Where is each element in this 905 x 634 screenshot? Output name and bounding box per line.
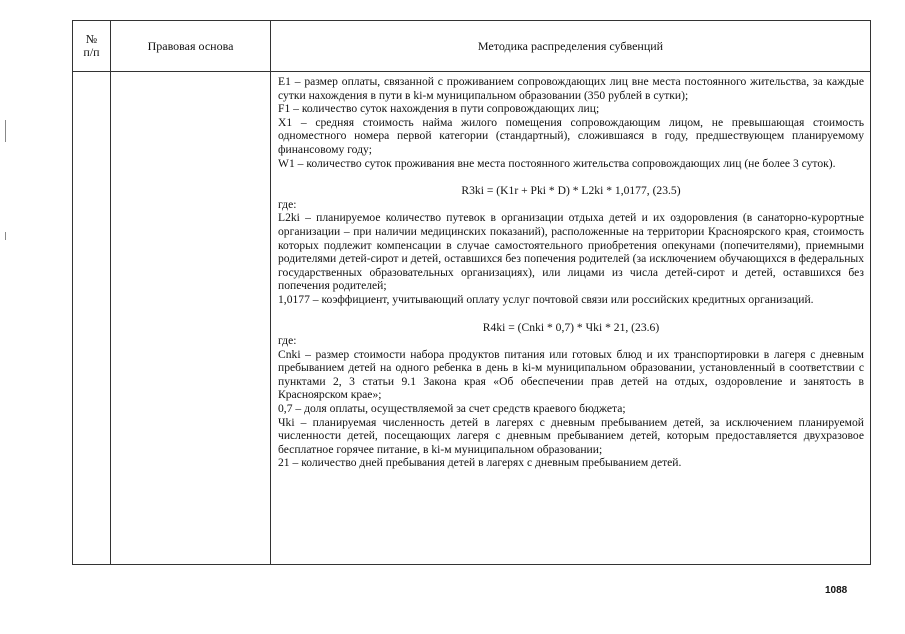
margin-mark xyxy=(5,232,6,240)
definition-e1: E1 – размер оплаты, связанной с проживанием сопровождающих лиц вне места постоянного жительства, за каждые сутки нахождения в пути в ki-м муниципальном образовании (350 рублей в сутки); xyxy=(278,75,864,102)
cell-legal-basis xyxy=(111,72,271,565)
spacer xyxy=(278,170,864,184)
definition-f1: F1 – количество суток нахождения в пути сопровождающих лиц; xyxy=(278,102,600,116)
definition-cnki: Cnki – размер стоимости набора продуктов питания или готовых блюд и их транспортировки в лагеря с дневным пребыванием детей на одного ребенка в день в ki-м муниципальном образовании, установленный в соответствии с пунктами 2, 3 статьи 9.1 Закона края «Об обеспечении прав детей на отдых, оздоровление и занятость в Красноярском крае»; xyxy=(278,347,864,402)
cell-methodology xyxy=(271,72,871,565)
spacer xyxy=(278,307,864,321)
formula-r4: R4ki = (Cnki * 0,7) * Чki * 21, (23.6) xyxy=(482,320,660,334)
header-num-symbol: № xyxy=(85,32,98,46)
definition-x1: X1 – средняя стоимость найма жилого помещения сопровождающим лицом, не превышающая стоимость одноместного номера первой категории (стандартный), сложившаяся в году, предшествующем планируемому финансовому году; xyxy=(278,115,864,156)
header-legal-basis: Правовая основа xyxy=(111,21,271,72)
where-label: где: xyxy=(278,197,297,211)
definition-share: 0,7 – доля оплаты, осуществляемой за счет средств краевого бюджета; xyxy=(278,402,626,416)
margin-mark xyxy=(5,120,6,142)
definition-coefficient: 1,0177 – коэффициент, учитывающий оплату услуг почтовой связи или российских кредитных организаций. xyxy=(278,292,814,306)
where-label: где: xyxy=(278,334,297,348)
cell-num xyxy=(73,72,111,565)
definition-chki: Чki – планируемая численность детей в лагерях с дневным пребыванием детей, за исключением планируемой численности детей, посещающих лагеря с дневным пребыванием детей, которым предоставляется двухразовое бесплатное горячее питание, в ki-м муниципальном образовании; xyxy=(278,415,864,456)
definition-l2ki: L2ki – планируемое количество путевок в организации отдыха детей и их оздоровления (в санаторно-курортные организации – при наличии медицинских показаний), расположенные на территории Красноярского края, стоимость которых подлежит компенсации в случае самостоятельного приобретения опекунами (попечителями), приемными родителями детей-сирот и детей, оставшихся без попечения родителей (за исключением обучающихся в федеральных государственных образовательных организациях), или лицами из числа детей-сирот и детей, оставшихся без попечения родителей; xyxy=(278,211,864,293)
page-number: 1088 xyxy=(825,585,848,596)
table-header-row xyxy=(73,21,871,72)
header-num xyxy=(73,21,111,72)
definition-w1: W1 – количество суток проживания вне места постоянного жительства сопровождающих лиц (не более 3 суток). xyxy=(278,156,836,170)
formula-r3: R3ki = (K1r + Pki * D) * L2ki * 1,0177, (23.5) xyxy=(461,184,681,198)
definition-days: 21 – количество дней пребывания детей в лагерях с дневным пребыванием детей. xyxy=(278,456,682,470)
table-row xyxy=(73,72,871,565)
header-num-abbr: п/п xyxy=(83,45,100,59)
subvention-table xyxy=(72,20,871,565)
header-methodology: Методика распределения субвенций xyxy=(271,21,871,72)
